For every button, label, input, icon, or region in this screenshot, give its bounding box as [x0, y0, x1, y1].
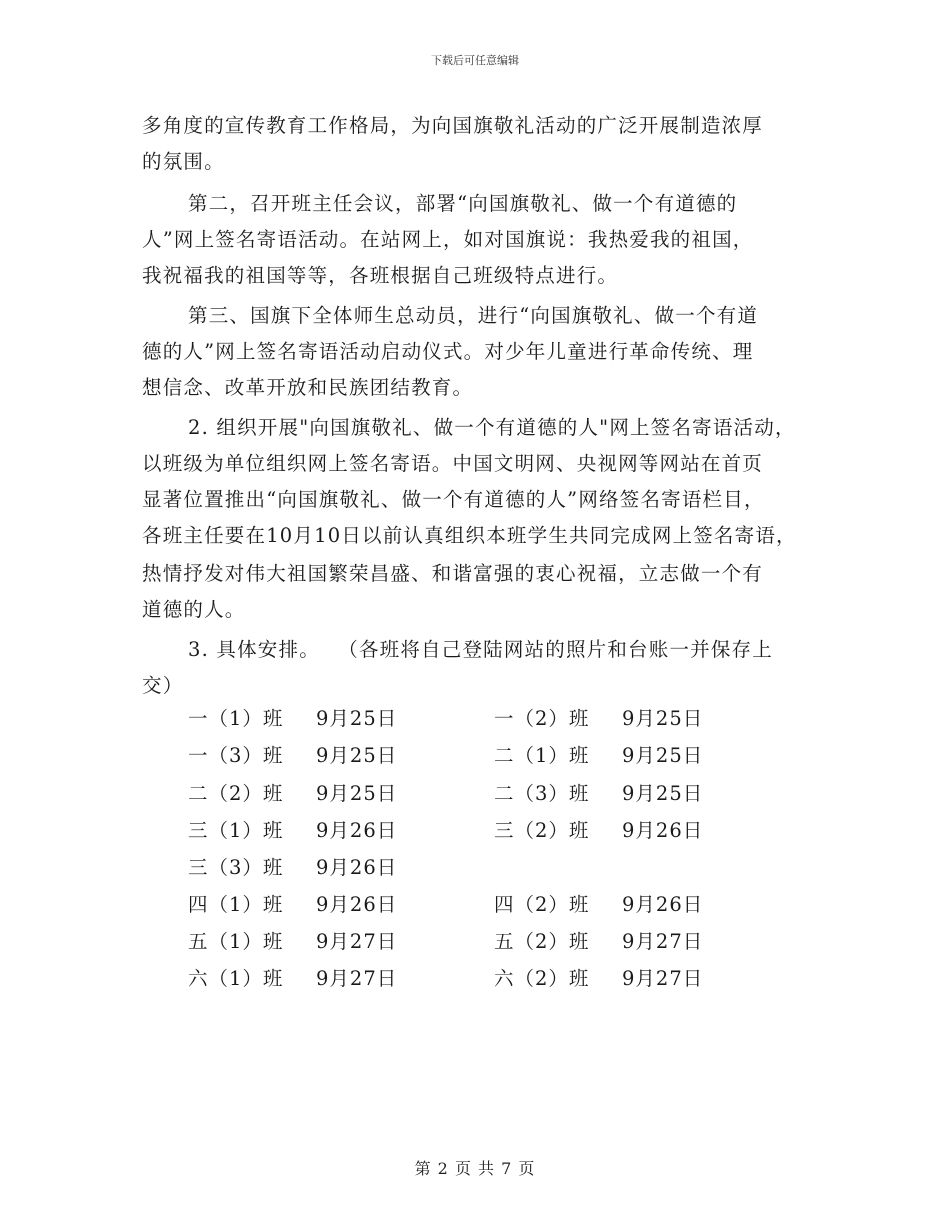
class-date: 9月25日 [316, 744, 398, 767]
schedule-row [188, 815, 748, 845]
class-date: 9月25日 [622, 782, 704, 805]
schedule-row [188, 703, 748, 733]
class-date: 9月26日 [316, 819, 398, 842]
schedule-row [188, 740, 748, 770]
class-name: 一（1）班 [188, 707, 284, 730]
class-date: 9月27日 [622, 967, 704, 990]
class-name: 二（1）班 [494, 744, 590, 767]
paragraph-line: 我祝福我的祖国等等，各班根据自己班级特点进行。 [142, 264, 619, 287]
paragraph-line: 人”网上签名寄语活动。在站网上，如对国旗说：我热爱我的祖国， [142, 228, 754, 251]
paragraph-line: 道德的人。 [142, 598, 246, 621]
paragraph-line: 各班主任要在10月10日以前认真组织本班学生共同完成网上签名寄语， [142, 524, 797, 547]
class-name: 一（3）班 [188, 744, 284, 767]
paragraph-line: 显著位置推出“向国旗敬礼、做一个有道德的人”网络签名寄语栏目， [142, 488, 765, 511]
paragraph-line: 交） [142, 674, 184, 697]
class-name: 二（2）班 [188, 782, 284, 805]
class-name: 五（2）班 [494, 930, 590, 953]
paragraph-line: 想信念、改革开放和民族团结教育。 [142, 376, 474, 399]
schedule-row [188, 926, 748, 956]
class-name: 三（1）班 [188, 819, 284, 842]
class-name: 一（2）班 [494, 707, 590, 730]
paragraph-line: 以班级为单位组织网上签名寄语。中国文明网、央视网等网站在首页 [142, 452, 764, 475]
schedule-row [188, 889, 748, 919]
class-name: 二（3）班 [494, 782, 590, 805]
class-date: 9月25日 [316, 707, 398, 730]
paragraph-line: 多角度的宣传教育工作格局，为向国旗敬礼活动的广泛开展制造浓厚 [142, 114, 764, 137]
class-date: 9月27日 [316, 930, 398, 953]
class-date: 9月25日 [622, 707, 704, 730]
schedule-row [188, 778, 748, 808]
class-name: 六（1）班 [188, 967, 284, 990]
paragraph-line: 3. 具体安排。 （各班将自己登陆网站的照片和台账一并保存上 [188, 638, 773, 661]
class-date: 9月26日 [622, 819, 704, 842]
schedule-row [188, 852, 748, 882]
schedule-row [188, 963, 748, 993]
paragraph-line: 第二，召开班主任会议，部署“向国旗敬礼、做一个有道德的 [188, 192, 738, 215]
class-date: 9月27日 [622, 930, 704, 953]
class-date: 9月26日 [316, 893, 398, 916]
class-name: 三（2）班 [494, 819, 590, 842]
paragraph-line: 的氛围。 [142, 150, 225, 173]
class-name: 三（3）班 [188, 856, 284, 879]
class-name: 四（1）班 [188, 893, 284, 916]
page-footer: 第 2 页 共 7 页 [414, 1159, 536, 1178]
paragraph-line: 2. 组织开展"向国旗敬礼、做一个有道德的人"网上签名寄语活动， [188, 416, 796, 439]
class-name: 四（2）班 [494, 893, 590, 916]
paragraph-line: 热情抒发对伟大祖国繁荣昌盛、和谐富强的衷心祝福，立志做一个有 [142, 562, 764, 585]
class-date: 9月25日 [316, 782, 398, 805]
paragraph-line: 第三、国旗下全体师生总动员，进行“向国旗敬礼、做一个有道 [188, 304, 759, 327]
class-name: 五（1）班 [188, 930, 284, 953]
page-header: 下载后可任意编辑 [431, 54, 519, 67]
class-date: 9月26日 [622, 893, 704, 916]
paragraph-line: 德的人”网上签名寄语活动启动仪式。对少年儿童进行革命传统、理 [142, 340, 754, 363]
class-date: 9月26日 [316, 856, 398, 879]
class-name: 六（2）班 [494, 967, 590, 990]
class-date: 9月25日 [622, 744, 704, 767]
class-date: 9月27日 [316, 967, 398, 990]
